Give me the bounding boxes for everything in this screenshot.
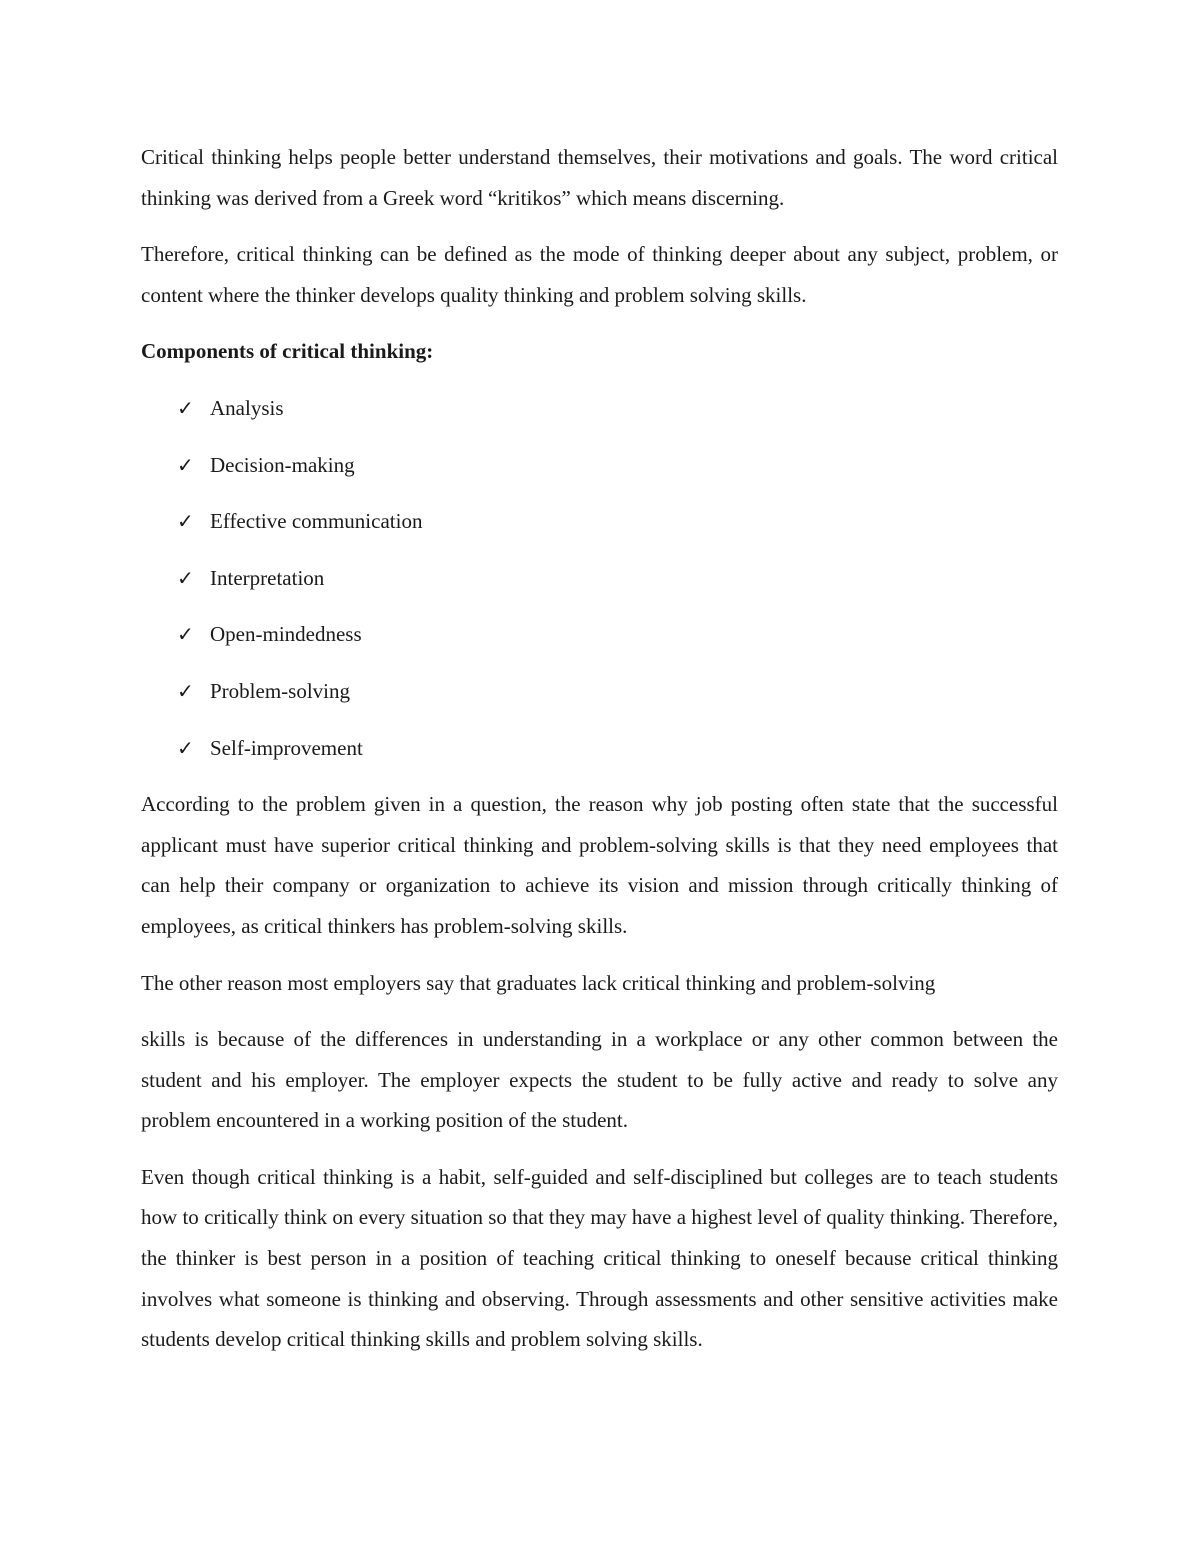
checkmark-icon: ✓ [177,452,194,477]
checkmark-icon: ✓ [177,622,194,647]
checkmark-icon: ✓ [177,509,194,534]
list-item [141,388,1058,429]
list-item-label: Decision-making [210,452,355,477]
checkmark-icon: ✓ [177,678,194,703]
body-paragraph-2: The other reason most employers say that graduates lack critical thinking and problem-solving [141,970,936,995]
list-item [141,728,1058,769]
body-paragraph-4: Even though critical thinking is a habit, self-guided and self-disciplined but colleges are to teach students how to critically think on every situation so that they may have a highest level of quality thinking. Therefore, the thinker is best person in a position of teaching critical thinking to oneself because critical thinking involves what someone is thinking and observing. Through assessments and other sensitive activities make students develop critical thinking skills and problem solving skills. [141,1164,1058,1352]
components-checklist [141,388,1058,768]
list-item-label: Open-mindedness [210,622,362,647]
list-item-label: Effective communication [210,509,423,534]
list-item [141,445,1058,486]
list-item-label: Analysis [210,395,284,420]
intro-paragraph-1: Critical thinking helps people better understand themselves, their motivations and goals. The word critical thinking was derived from a Greek word “kritikos” which means discerning. [141,145,1058,210]
checkmark-icon: ✓ [177,565,194,590]
list-item-label: Interpretation [210,565,325,590]
body-paragraph-1: According to the problem given in a question, the reason why job posting often state that the successful applicant must have superior critical thinking and problem-solving skills is that they need employees that can help their company or organization to achieve its vision and mission through critically thinking of employees, as critical thinkers has problem-solving skills. [141,792,1058,938]
list-item [141,671,1058,712]
body-paragraph-3: skills is because of the differences in understanding in a workplace or any other common between the student and his employer. The employer expects the student to be fully active and ready to solve any problem encountered in a working position of the student. [141,1027,1058,1133]
list-item [141,558,1058,599]
document-page [141,137,1058,1376]
list-item-label: Self-improvement [210,735,363,760]
intro-paragraph-2: Therefore, critical thinking can be defined as the mode of thinking deeper about any subject, problem, or content where the thinker develops quality thinking and problem solving skills. [141,242,1058,307]
checkmark-icon: ✓ [177,735,194,760]
list-item-label: Problem-solving [210,678,350,703]
checkmark-icon: ✓ [177,395,194,420]
list-item [141,501,1058,542]
list-item [141,614,1058,655]
components-heading: Components of critical thinking: [141,339,434,364]
